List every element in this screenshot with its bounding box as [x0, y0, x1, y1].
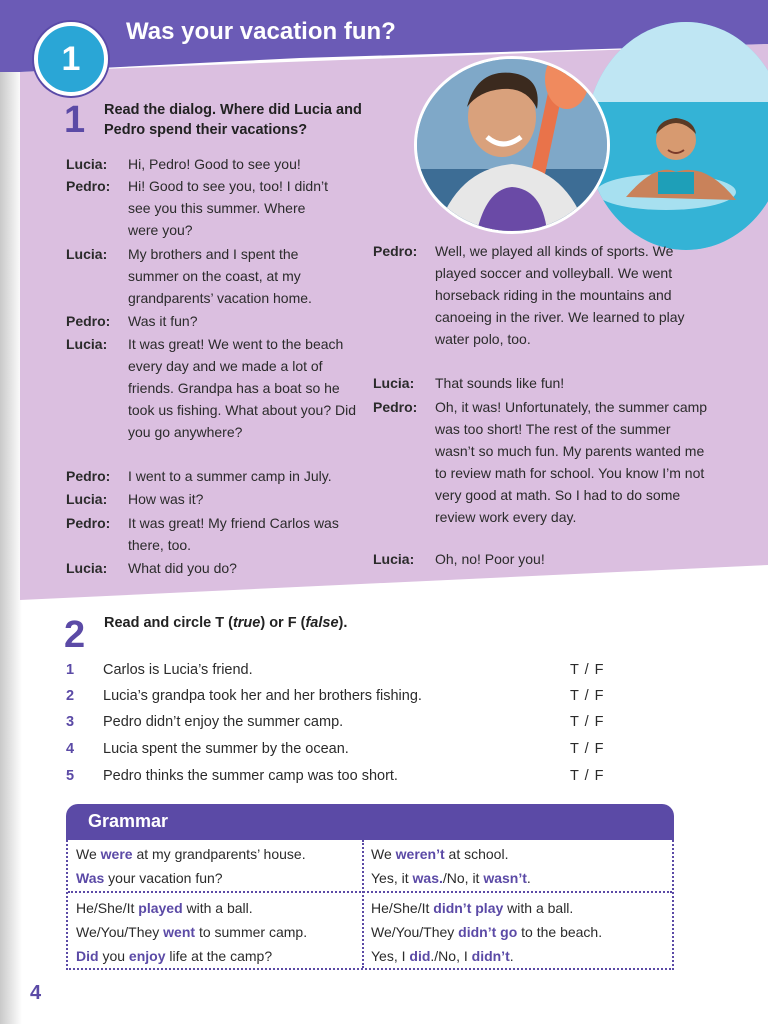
- grammar-verb: didn’t play: [433, 900, 504, 916]
- speech: Oh, no! Poor you!: [435, 551, 545, 567]
- grammar-example: [76, 921, 307, 943]
- grammar-example: [371, 867, 531, 889]
- grammar-text: your vacation fun?: [104, 870, 223, 886]
- grammar-table: [66, 840, 674, 970]
- dialog-line: [66, 310, 366, 332]
- grammar-text: Yes, I: [371, 948, 410, 964]
- grammar-title: Grammar: [88, 811, 169, 831]
- tf-item-text: Lucia spent the summer by the ocean.: [103, 741, 349, 757]
- speaker: Pedro:: [66, 178, 111, 194]
- tf-item-number: 2: [66, 688, 75, 704]
- exercise-2-number: 2: [64, 614, 86, 656]
- tf-item-number: 5: [66, 768, 75, 784]
- instruction-line: Pedro spend their vacations?: [104, 122, 308, 138]
- speaker: Lucia:: [66, 156, 108, 172]
- grammar-text: We/You/They: [371, 924, 459, 940]
- grammar-text: /No, it: [442, 870, 484, 886]
- grammar-example: [371, 921, 602, 943]
- tf-item: [66, 683, 626, 709]
- grammar-example: [76, 897, 253, 919]
- grammar-verb: didn’t go: [458, 924, 518, 940]
- speech: I went to a summer camp in July.: [128, 468, 332, 484]
- grammar-text: We: [371, 846, 396, 862]
- tf-item: [66, 763, 626, 789]
- grammar-example: [76, 945, 272, 967]
- tf-item: [66, 709, 626, 735]
- tf-choice[interactable]: T / F: [570, 662, 605, 678]
- grammar-text: with a ball.: [182, 900, 253, 916]
- dialog-line: [373, 372, 703, 394]
- speaker: Lucia:: [373, 551, 415, 567]
- speech: Oh, it was! Unfortunately, the summer camp was too short! The rest of the summer wasn’t so much fun. My parents wanted me to review math for school. You know I’m not very good at math. So I had to do some review work every day.: [435, 399, 708, 525]
- page-number: 4: [30, 982, 42, 1004]
- grammar-text: ./No, I: [430, 948, 472, 964]
- grammar-divider-vertical: [362, 840, 364, 968]
- dialog-line: [373, 548, 703, 570]
- grammar-box: [66, 804, 676, 974]
- speaker: Lucia:: [66, 246, 108, 262]
- grammar-example: [76, 867, 223, 889]
- grammar-verb: went: [163, 924, 196, 940]
- dialog-line: [66, 333, 366, 443]
- tf-item-text: Carlos is Lucia’s friend.: [103, 662, 253, 678]
- boy-in-kayak-photo: [414, 56, 610, 234]
- speech: That sounds like fun!: [435, 375, 565, 391]
- grammar-verb: were: [100, 846, 133, 862]
- grammar-text: to summer camp.: [195, 924, 308, 940]
- tf-choice[interactable]: T / F: [570, 768, 605, 784]
- grammar-verb: was.: [412, 870, 443, 886]
- speaker: Pedro:: [373, 243, 418, 259]
- dialog-line: [66, 175, 330, 241]
- grammar-text: at school.: [444, 846, 509, 862]
- grammar-verb: Was: [76, 870, 105, 886]
- tf-item-number: 3: [66, 714, 75, 730]
- speaker: Pedro:: [373, 399, 418, 415]
- grammar-text: to the beach.: [517, 924, 603, 940]
- speech: Well, we played all kinds of sports. We played soccer and volleyball. We went horseback riding in the mountains and canoeing in the river. We learned to play water polo, too.: [435, 243, 685, 347]
- grammar-text: life at the camp?: [165, 948, 273, 964]
- grammar-text: We: [76, 846, 101, 862]
- speech: My brothers and I spent the summer on the coast, at my grandparents’ vacation home.: [128, 246, 312, 306]
- dialog-line: [373, 240, 703, 350]
- grammar-verb: did: [409, 948, 431, 964]
- grammar-text: We/You/They: [76, 924, 164, 940]
- tf-item-text: Lucia’s grandpa took her and her brothers fishing.: [103, 688, 422, 704]
- speaker: Lucia:: [373, 375, 415, 391]
- exercise-1-number: 1: [64, 99, 86, 141]
- instruction-part: Read and circle T (: [104, 615, 233, 631]
- grammar-verb: weren’t: [395, 846, 445, 862]
- instruction-line: Read the dialog. Where did Lucia and: [104, 102, 362, 118]
- tf-item-number: 1: [66, 662, 75, 678]
- grammar-text: .: [509, 948, 514, 964]
- speaker: Pedro:: [66, 515, 111, 531]
- speech: Was it fun?: [128, 313, 198, 329]
- tf-item: [66, 657, 626, 683]
- speech: Hi! Good to see you, too! I didn’t see you this summer. Where were you?: [128, 178, 329, 238]
- grammar-text: at my grandparents’ house.: [132, 846, 306, 862]
- grammar-divider-horizontal: [68, 891, 672, 893]
- speaker: Lucia:: [66, 336, 108, 352]
- grammar-text: Yes, it: [371, 870, 413, 886]
- grammar-verb: wasn’t: [483, 870, 527, 886]
- speech: It was great! We went to the beach every day and we made a lot of friends. Grandpa has a boat so he took us fishing. What about you? Did you go anywhere?: [128, 336, 357, 440]
- speech: Hi, Pedro! Good to see you!: [128, 156, 301, 172]
- grammar-verb: played: [138, 900, 183, 916]
- dialog-line: [66, 557, 366, 579]
- speech: What did you do?: [128, 560, 237, 576]
- tf-item-text: Pedro thinks the summer camp was too short.: [103, 768, 398, 784]
- grammar-text: you: [98, 948, 129, 964]
- grammar-example: [371, 945, 514, 967]
- page-title: Was your vacation fun?: [126, 18, 396, 45]
- grammar-text: He/She/It: [371, 900, 434, 916]
- exercise-1-instruction: [104, 100, 362, 140]
- instruction-part: ) or F (: [260, 615, 306, 631]
- grammar-header: [66, 804, 674, 840]
- dialog-line: [66, 153, 366, 175]
- grammar-example: [371, 897, 573, 919]
- tf-item: [66, 736, 626, 762]
- unit-number: 1: [61, 39, 81, 78]
- tf-choice[interactable]: T / F: [570, 714, 605, 730]
- tf-choice[interactable]: T / F: [570, 688, 605, 704]
- grammar-text: He/She/It: [76, 900, 139, 916]
- dialog-line: [66, 488, 366, 510]
- grammar-verb: Did: [76, 948, 99, 964]
- true-word: true: [232, 615, 261, 631]
- grammar-text: .: [526, 870, 531, 886]
- dialog-line: [373, 396, 713, 528]
- unit-number-badge: [34, 22, 108, 96]
- instruction-part: ).: [338, 615, 348, 631]
- tf-item-text: Pedro didn’t enjoy the summer camp.: [103, 714, 344, 730]
- speaker: Lucia:: [66, 560, 108, 576]
- false-word: false: [305, 615, 339, 631]
- grammar-example: [371, 843, 508, 865]
- tf-choice[interactable]: T / F: [570, 741, 605, 757]
- tf-item-number: 4: [66, 741, 75, 757]
- grammar-text: with a ball.: [503, 900, 574, 916]
- grammar-example: [76, 843, 306, 865]
- speech: How was it?: [128, 491, 204, 507]
- dialog-line: [66, 465, 366, 487]
- speaker: Lucia:: [66, 491, 108, 507]
- dialog-line: [66, 512, 346, 556]
- dialog-line: [66, 243, 351, 309]
- speech: It was great! My friend Carlos was there, too.: [128, 515, 339, 553]
- speaker: Pedro:: [66, 468, 111, 484]
- speaker: Pedro:: [66, 313, 111, 329]
- grammar-verb: enjoy: [128, 948, 166, 964]
- exercise-2-instruction: [104, 613, 347, 633]
- grammar-verb: didn’t: [471, 948, 510, 964]
